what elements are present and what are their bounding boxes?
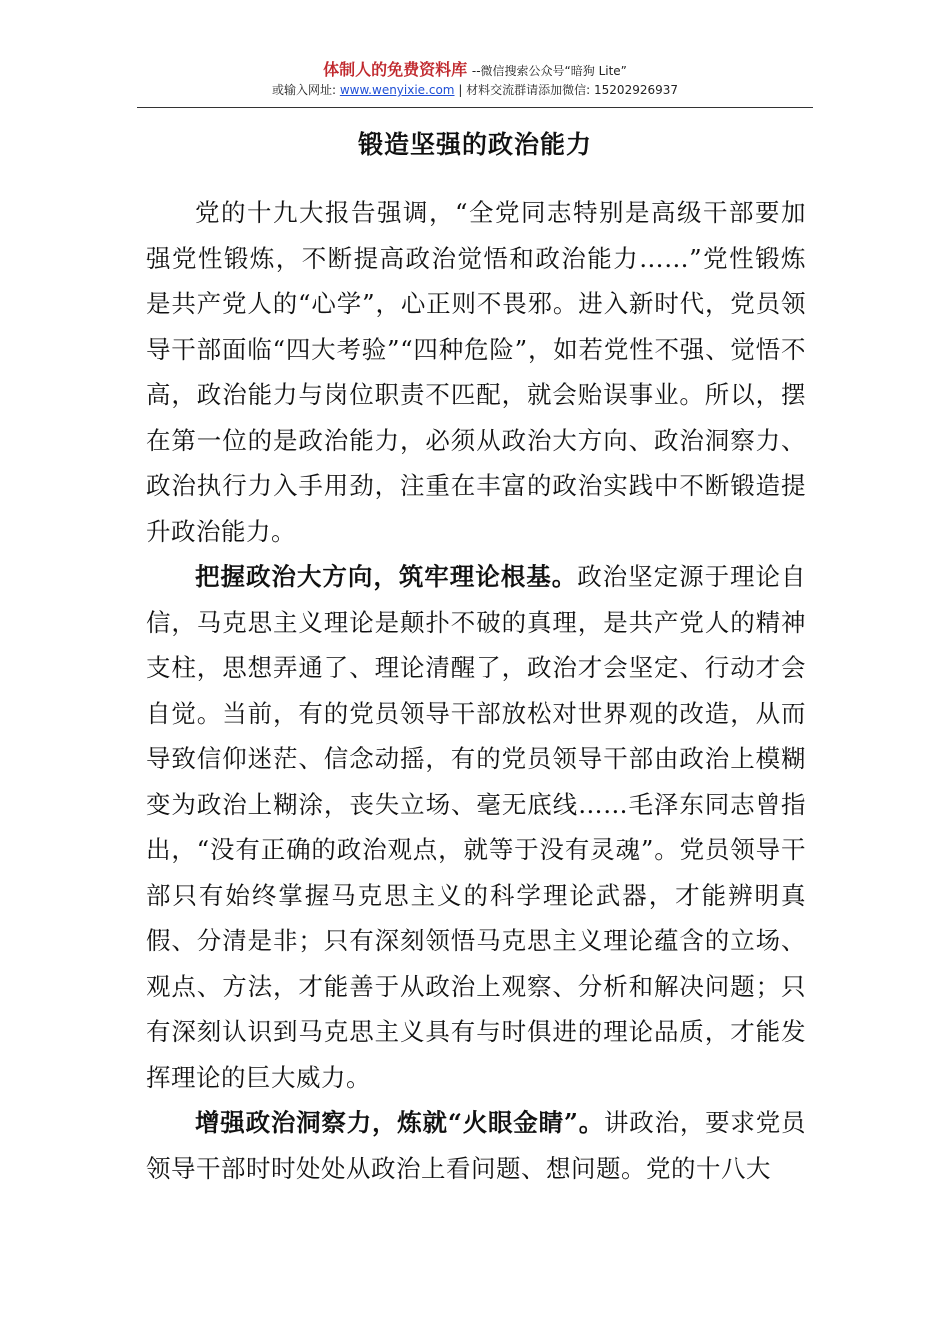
contact-info: | 材料交流群请添加微信: 15202926937 (454, 83, 679, 97)
paragraph-insight (146, 1100, 806, 1191)
site-prefix: 或输入网址: (271, 83, 340, 97)
paragraph-theory (146, 554, 806, 1100)
wechat-note: --微信搜索公众号“暗狗 Lite” (471, 64, 627, 78)
document-title: 锻造坚强的政治能力 (357, 130, 592, 159)
header-contact-line (137, 81, 813, 99)
paragraph-text: 党的十九大报告强调，“全党同志特别是高级干部要加强党性锻炼，不断提高政治觉悟和政治能力……”党性锻炼是共产党人的“心学”，心正则不畏邪。进入新时代，党员领导干部面临“四大考验”“四种危险”，如若党性不强、觉悟不高，政治能力与岗位职责不匹配，就会贻误事业。所以，摆在第一位的是政治能力，必须从政治大方向、政治洞察力、政治执行力入手用劲，注重在丰富的政治实践中不断锻造提升政治能力。 (146, 198, 806, 546)
paragraph-lead: 把握政治大方向，筑牢理论根基。 (195, 562, 578, 591)
brand-name: 体制人的免费资料库 (323, 60, 468, 79)
paragraph-lead: 增强政治洞察力，炼就“火眼金睛”。 (195, 1108, 605, 1137)
header-brand-line (137, 60, 813, 81)
site-link[interactable]: www.wenyixie.com (339, 83, 455, 97)
paragraph-text: 政治坚定源于理论自信，马克思主义理论是颠扑不破的真理，是共产党人的精神支柱，思想弄通了、理论清醒了，政治才会坚定、行动才会自觉。当前，有的党员领导干部放松对世界观的改造，从而导致信仰迷茫、信念动摇，有的党员领导干部由政治上模糊变为政治上糊涂，丧失立场、毫无底线……毛泽东同志曾指出，“没有正确的政治观点，就等于没有灵魂”。党员领导干部只有始终掌握马克思主义的科学理论武器，才能辨明真假、分清是非；只有深刻领悟马克思主义理论蕴含的立场、观点、方法，才能善于从政治上观察、分析和解决问题；只有深刻认识到马克思主义具有与时俱进的理论品质，才能发挥理论的巨大威力。 (146, 562, 807, 1092)
document-header (137, 60, 813, 99)
document-body (146, 190, 806, 1191)
header-divider (137, 107, 813, 108)
paragraph-intro (146, 190, 806, 554)
paragraph-text: 讲政治，要求党员领导干部时时处处从政治上看问题、想问题。党的十八大 (146, 1108, 807, 1183)
